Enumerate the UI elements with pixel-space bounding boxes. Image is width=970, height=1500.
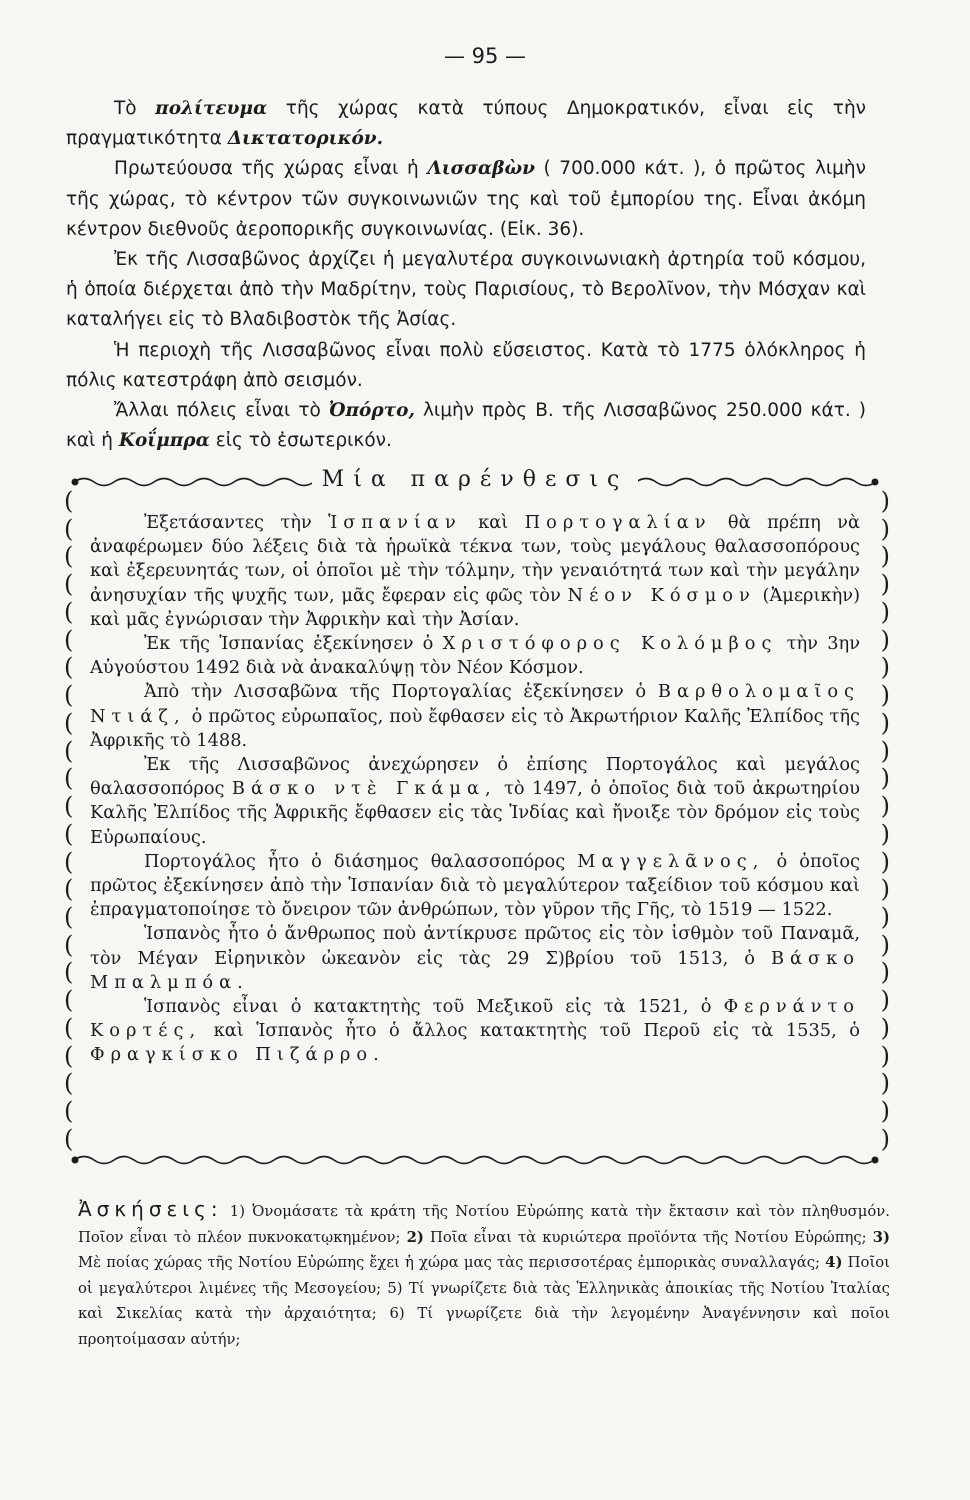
text: λιμὴν πρὸς Β. τῆς Λισσαβῶνος 250.000 κάτ. ) καὶ ἡ xyxy=(66,400,866,452)
box-title xyxy=(70,467,880,492)
right-paren-border: ) ) ) ) ) ) ) ) ) ) ) ) ) ) ) ) ) ) ) ) ) ) ) ) xyxy=(880,487,890,1153)
parenthesis-box xyxy=(64,467,890,1167)
emphasis: πολίτευμα xyxy=(155,98,268,119)
text: Ἐκ τῆς Λισσαβῶνος ἀνεχώρησεν ὁ ἐπίσης Πορτογάλος καὶ μεγάλος θαλασσοπόρος xyxy=(90,754,860,800)
page-number: — 95 — xyxy=(443,44,527,68)
emphasis: Κοΐμπρα xyxy=(118,430,210,452)
text: ὁ ὁποῖος πρῶτος ἐξεκίνησεν ἀπὸ τὴν Ἱσπανίαν διὰ τὸ μεγαλύτερον ταξείδιον τοῦ κόσμου καὶ ἐπραγματοποίησε τὸ ὄνειρον τῶν ἀνθρώπων, τὸν γῦρον τῆς Γῆς, τὸ 1519 — 1522. xyxy=(90,850,860,921)
text: Ἐξετάσαντες τὴν xyxy=(144,512,329,533)
text: εἰς τὸ ἐσωτερικόν. xyxy=(209,430,392,452)
text: (Ἀμερικὴν) καὶ μᾶς ἐγνώρισαν τὴν Ἀφρικὴν καὶ τὴν Ἀσίαν. xyxy=(90,584,861,630)
text: Ἱσπανὸς ἦτο ὁ ἄνθρωπος ποὺ ἀντίκρυσε πρῶτος εἰς τὸν ἰσθμὸν τοῦ Παναμᾶ, τὸν Μέγαν Εἰρηνικὸν ὠκεανὸν εἰς τὰς 29 Σ)βρίου τοῦ 1513, ὁ xyxy=(90,923,860,969)
spaced-name: Βάσκο Μπαλμπόα. xyxy=(90,947,860,993)
q-number: 4) xyxy=(825,1254,843,1272)
spaced-name: Μαγγελᾶνος, xyxy=(577,850,765,872)
text: ὁ πρῶτος εὐρωπαῖος, ποὺ ἔφθασεν εἰς τὸ Ἀκρωτήριον Καλῆς Ἐλπίδος τῆς Ἀφρικῆς τὸ 1488. xyxy=(90,705,860,751)
intro-text xyxy=(66,94,866,456)
exercises-heading: Ἀσκήσεις: xyxy=(78,1197,223,1221)
text: Πρωτεύουσα τῆς χώρας εἶναι ἡ xyxy=(114,158,428,180)
text: καὶ Ἱσπανὸς ἦτο ὁ ἄλλος κατακτητὴς τοῦ Περοῦ εἰς τὰ 1535, ὁ xyxy=(201,1020,860,1042)
paragraph xyxy=(90,680,860,753)
paragraph xyxy=(90,511,860,632)
text: τὸ 1497, ὁ ὁποῖος διὰ τοῦ ἀκρωτηρίου Καλῆς Ἐλπίδος τῆς Ἀφρικῆς ἔφθασεν εἰς τὰς Ἰνδίας καὶ ἤνοιξε τὸν δρόμον εἰς τοὺς Εὐρωπαίους. xyxy=(90,778,860,848)
spaced-name: Φραγκίσκο Πιζάρρο. xyxy=(90,1044,385,1066)
spaced-name: Πορτογαλίαν xyxy=(524,512,712,533)
text: ( 700.000 κάτ. ), ὁ πρῶτος λιμὴν τῆς χώρας, τὸ κέντρον τῶν συγκοινωνιῶν της καὶ τοῦ ἐμπορίου της. Εἶναι ἀκόμη κέντρον διεθνοῦς ἀεροπορικῆς συγκοινωνίας. (Εἰκ. 36). xyxy=(66,158,866,240)
emphasis: Ὀπόρτο, xyxy=(328,400,415,422)
text: καὶ xyxy=(461,512,525,533)
text: Πορτογάλος ἦτο ὁ διάσημος θαλασσοπόρος xyxy=(144,850,578,872)
question: Ποῖα εἶναι τὰ κυριώτερα προϊόντα τῆς Νοτίου Εὐρώπης; xyxy=(429,1228,867,1246)
emphasis: Δικτατορικόν. xyxy=(227,128,384,150)
text: Ἱσπανὸς εἶναι ὁ κατακτητὴς τοῦ Μεξικοῦ εἰς τὰ 1521, ὁ xyxy=(144,996,724,1018)
box-title-text: Μία παρένθεσις xyxy=(312,467,639,492)
spaced-name: Φερνάντο Κορτές, xyxy=(90,996,860,1042)
paragraph xyxy=(90,995,860,1068)
paragraph xyxy=(66,154,866,245)
left-paren-border: ( ( ( ( ( ( ( ( ( ( ( ( ( ( ( ( ( ( ( ( ( ( ( ( xyxy=(64,487,74,1153)
question: Ὀνομάσατε τὰ κράτη τῆς Νοτίου Εὐρώπης κατὰ τὴν ἔκτασιν καὶ τὸν πληθυσμόν. Ποῖον εἶναι τὸ πλέον πυκνοκατῳκημένον; xyxy=(78,1203,890,1246)
question: Τί γνωρίζετε διὰ τὴν λεγομένην Ἀναγέννησιν καὶ ποῖοι προητοίμασαν αὐτήν; xyxy=(78,1305,890,1348)
paragraph xyxy=(90,850,860,923)
paragraph: Ἐκ τῆς Λισσαβῶνος ἀρχίζει ἡ μεγαλυτέρα συγκοινωνιακὴ ἀρτηρία τοῦ κόσμου, ἡ ὁποία διέρχεται ἀπὸ τὴν Μαδρίτην, τοὺς Παρισίους, τὸ Βερολῖνον, τὴν Μόσχαν καὶ καταλήγει εἰς τὸ Βλαδιβοστὸκ τῆς Ἀσίας. xyxy=(66,249,866,331)
box-body xyxy=(90,511,860,1068)
question: Μὲ ποίας χώρας τῆς Νοτίου Εὐρώπης ἔχει ἡ χώρα μας τὰς περισσοτέρας ἐμπορικὰς συναλλαγάς; xyxy=(78,1254,820,1272)
text: Ἐκ τῆς Ἱσπανίας ἐξεκίνησεν ὁ xyxy=(144,633,443,655)
paragraph xyxy=(66,396,866,456)
text: Τὸ xyxy=(114,98,156,119)
spaced-name: Βαρθολομαῖος Ντιάζ, xyxy=(90,681,860,727)
spaced-name: Ἱσπανίαν xyxy=(328,512,462,533)
emphasis: Λισσαβὼν xyxy=(427,158,535,180)
text: τῆς χώρας κατὰ τύπους Δημοκρατικόν, εἶναι εἰς τὴν πραγματικότητα xyxy=(66,98,867,150)
paragraph xyxy=(90,632,860,680)
text: θὰ πρέπη νὰ ἀναφέρωμεν δύο λέξεις διὰ τὰ ἡρωϊκὰ τέκνα των, τοὺς μεγάλους θαλασσοπόρους καὶ ἐξερευνητάς των, οἱ ὁποῖοι μὲ τὴν τόλμην, τὴν γεναιότητά των καὶ τὴν μεγάλην ἀνησυχίαν τῆς ψυχῆς των, μᾶς ἔφεραν εἰς φῶς τὸν xyxy=(90,512,860,606)
paragraph xyxy=(90,922,860,995)
q-number: 2) xyxy=(406,1228,424,1246)
text: τὴν 3ην Αὐγούστου 1492 διὰ νὰ ἀνακαλύψῃ τὸν Νέον Κόσμον. xyxy=(90,633,861,679)
text: Ἀπὸ τὴν Λισσαβῶνα τῆς Πορτογαλίας ἐξεκίνησεν ὁ xyxy=(144,681,658,703)
spaced-name: Νέον Κόσμον xyxy=(567,584,756,606)
q-number: 6) xyxy=(389,1305,405,1323)
text: Ἄλλαι πόλεις εἶναι τὸ xyxy=(114,400,329,422)
paragraph xyxy=(66,94,866,154)
spaced-name: Χριστόφορος Κολόμβος xyxy=(442,633,778,655)
exercises xyxy=(78,1197,890,1353)
q-number: 5) xyxy=(387,1279,403,1297)
wave-border-bottom xyxy=(70,1153,880,1167)
q-number: 1) xyxy=(229,1203,245,1220)
spaced-name: Βάσκο ντὲ Γκάμα, xyxy=(231,778,497,800)
paragraph xyxy=(90,753,860,850)
question: Ποῖοι οἱ μεγαλύτεροι λιμένες τῆς Μεσογείου; xyxy=(78,1254,890,1297)
question: Τί γνωρίζετε διὰ τὰς Ἑλληνικὰς ἀποικίας τῆς Νοτίου Ἰταλίας καὶ Σικελίας κατὰ τὴν ἀρχαιότητα; xyxy=(78,1279,890,1323)
q-number: 3) xyxy=(872,1228,890,1246)
paragraph: Ἡ περιοχὴ τῆς Λισσαβῶνος εἶναι πολὺ εὔσειστος. Κατὰ τὸ 1775 ὁλόκληρος ἡ πόλις κατεστράφη ἀπὸ σεισμόν. xyxy=(66,339,866,391)
